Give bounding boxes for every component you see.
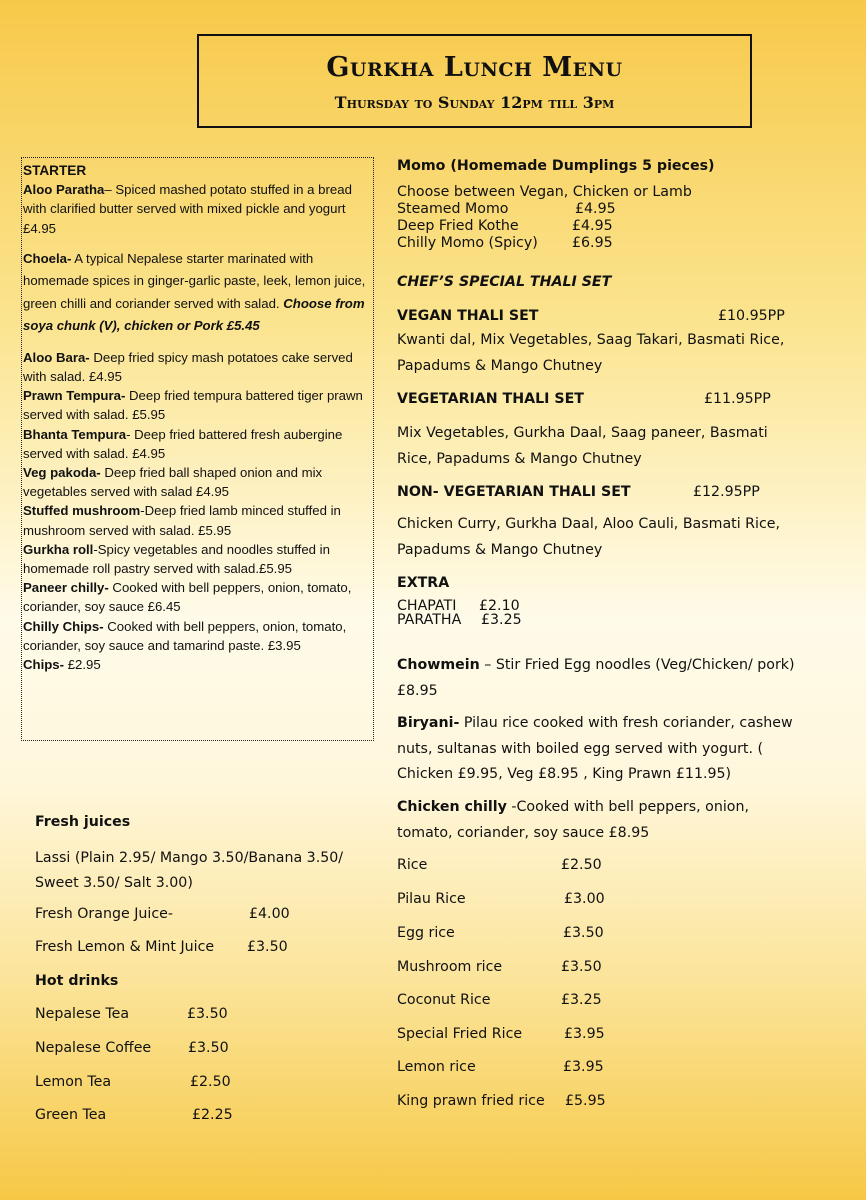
momo-row: [397, 218, 519, 234]
extra-price: £3.25: [481, 612, 522, 628]
item-desc: - Deep fried battered fresh aubergine served with salad. £4.95: [23, 426, 343, 461]
rice-price: £3.50: [563, 925, 604, 941]
thali-set-price: £10.95PP: [718, 308, 785, 324]
momo-price: £4.95: [575, 201, 616, 217]
item-desc: Cooked with bell peppers, onion, tomato, coriander, soy sauce £6.45: [23, 580, 352, 615]
main-item: [397, 795, 807, 846]
menu-title-box: [197, 34, 752, 128]
rice-name: King prawn fried rice: [397, 1093, 545, 1109]
rice-price: £3.00: [564, 891, 605, 907]
item-desc: Cooked with bell peppers, onion, tomato, coriander, soy sauce and tamarind paste. £3.95: [23, 618, 347, 653]
item-desc: A typical Nepalese starter marinated with homemade spices in ginger-garlic paste, leek, lemon juice, green chilli and coriander served with salad.: [23, 250, 366, 311]
item-name: Chowmein: [397, 657, 480, 673]
starter-item: [23, 578, 371, 616]
drink-name: Green Tea: [35, 1107, 107, 1124]
rice-price: £3.50: [561, 959, 602, 975]
starter-item: [23, 386, 371, 424]
starter-item: [23, 501, 371, 539]
thali-set-price: £12.95PP: [693, 484, 760, 500]
thali-heading: CHEF’S SPECIAL THALI SET: [397, 274, 612, 290]
starter-heading: STARTER: [23, 163, 87, 178]
item-desc: Pilau rice cooked with fresh coriander, cashew nuts, sultanas with boiled egg served with yogurt. ( Chicken £9.95, Veg £8.95 , King Prawn £11.95): [397, 715, 793, 782]
starter-item: [23, 540, 371, 578]
thali-set-name: VEGAN THALI SET: [397, 308, 539, 324]
item-name: Aloo Paratha: [23, 182, 105, 198]
drink-row: [35, 1105, 375, 1139]
hot-drinks-heading: Hot drinks: [35, 972, 119, 989]
momo-row: [397, 201, 508, 217]
item-choice-note: Choose from soya chunk (V), chicken or Pork £5.45: [23, 295, 365, 334]
rice-price: £3.95: [563, 1059, 604, 1075]
starter-item: [23, 348, 371, 386]
drink-row: [35, 937, 375, 971]
momo-heading: Momo (Homemade Dumplings 5 pieces): [397, 158, 715, 174]
item-desc: -Spicy vegetables and noodles stuffed in homemade roll pastry served with salad.£5.95: [23, 541, 330, 577]
momo-price: £6.95: [572, 235, 613, 251]
menu-subtitle: Thursday to Sunday 12pm till 3pm: [334, 93, 615, 112]
starter-item: [23, 617, 371, 655]
drink-price: £3.50: [187, 1006, 228, 1023]
momo-name: Deep Fried Kothe: [397, 218, 519, 234]
rice-name: Pilau Rice: [397, 891, 466, 907]
item-name: Chicken chilly: [397, 799, 507, 815]
drink-name: Nepalese Coffee: [35, 1039, 152, 1056]
rice-name: Rice: [397, 857, 428, 873]
rice-name: Coconut Rice: [397, 992, 491, 1008]
rice-name: Egg rice: [397, 925, 455, 941]
rice-name: Lemon rice: [397, 1059, 476, 1075]
item-name: Aloo Bara-: [23, 349, 90, 365]
item-desc: – Stir Fried Egg noodles (Veg/Chicken/ pork) £8.95: [397, 657, 795, 699]
extra-price: £2.10: [479, 598, 520, 614]
extra-name: CHAPATI: [397, 598, 457, 614]
momo-name: Steamed Momo: [397, 201, 509, 217]
item-desc: – Spiced mashed potato stuffed in a bread with clarified butter served with mixed pickle and yogurt £4.95: [23, 182, 352, 236]
starter-item: [23, 655, 371, 674]
drink-price: £4.00: [249, 905, 290, 922]
item-desc: Deep fried ball shaped onion and mix vegetables served with salad £4.95: [23, 465, 323, 500]
thali-set-desc: Chicken Curry, Gurkha Daal, Aloo Cauli, Basmati Rice, Papadums & Mango Chutney: [397, 516, 781, 558]
item-name: Chilly Chips-: [23, 618, 104, 634]
drinks-section: [35, 812, 375, 1139]
drink-price: £3.50: [188, 1039, 229, 1056]
item-desc: £2.95: [64, 657, 101, 673]
drink-price: £3.50: [247, 939, 288, 956]
thali-set-price: £11.95PP: [704, 391, 771, 407]
main-item: [397, 711, 807, 788]
rice-price: £2.50: [561, 857, 602, 873]
starter-section: [21, 157, 374, 741]
rice-name: Mushroom rice: [397, 959, 503, 975]
momo-choose: Choose between Vegan, Chicken or Lamb: [397, 184, 692, 200]
momo-name: Chilly Momo (Spicy): [397, 235, 538, 251]
drink-name: Fresh Lemon & Mint Juice: [35, 939, 215, 956]
drink-row: [35, 1004, 375, 1038]
lassi-line: Lassi (Plain 2.95/ Mango 3.50/Banana 3.50/ Sweet 3.50/ Salt 3.00): [35, 849, 344, 891]
drink-name: Fresh Orange Juice-: [35, 905, 173, 922]
thali-set-name: VEGETARIAN THALI SET: [397, 391, 584, 407]
rice-name: Special Fried Rice: [397, 1026, 523, 1042]
main-item: [397, 653, 807, 704]
thali-set-name: NON- VEGETARIAN THALI SET: [397, 484, 631, 500]
item-name: Choela-: [23, 250, 72, 266]
item-name: Veg pakoda-: [23, 465, 101, 481]
starter-item: [23, 248, 371, 338]
rice-price: £5.95: [565, 1093, 606, 1109]
rice-price: £3.95: [564, 1026, 605, 1042]
item-name: Biryani-: [397, 715, 460, 731]
thali-set-desc: Kwanti dal, Mix Vegetables, Saag Takari, Basmati Rice, Papadums & Mango Chutney: [397, 332, 785, 374]
menu-title: Gurkha Lunch Menu: [326, 52, 623, 83]
item-name: Bhanta Tempura: [23, 426, 127, 442]
starter-item: [23, 180, 371, 238]
starter-item: [23, 425, 371, 463]
drink-name: Lemon Tea: [35, 1073, 112, 1090]
momo-row: [397, 235, 538, 251]
momo-price: £4.95: [572, 218, 613, 234]
item-name: Gurkha roll: [23, 541, 94, 557]
extra-name: PARATHA: [397, 612, 462, 628]
thali-set-desc: Mix Vegetables, Gurkha Daal, Saag paneer, Basmati Rice, Papadums & Mango Chutney: [397, 425, 768, 467]
item-name: Chips-: [23, 657, 65, 673]
drink-price: £2.50: [190, 1073, 231, 1090]
item-desc: -Deep fried lamb minced stuffed in mushroom served with salad. £5.95: [23, 503, 341, 538]
item-name: Prawn Tempura-: [23, 388, 126, 404]
drink-name: Nepalese Tea: [35, 1006, 130, 1023]
drink-price: £2.25: [192, 1107, 233, 1124]
item-name: Stuffed mushroom: [23, 503, 141, 519]
drink-row: [35, 1038, 375, 1072]
drink-row: [35, 904, 375, 938]
item-desc: Deep fried tempura battered tiger prawn served with salad. £5.95: [23, 388, 363, 423]
item-desc: Deep fried spicy mash potatoes cake served with salad. £4.95: [23, 349, 353, 385]
starter-item: [23, 463, 371, 501]
item-desc: -Cooked with bell peppers, onion, tomato, coriander, soy sauce £8.95: [397, 799, 749, 841]
item-name: Paneer chilly-: [23, 580, 109, 596]
drink-row: [35, 1072, 375, 1106]
fresh-juices-heading: Fresh juices: [35, 814, 131, 830]
rice-price: £3.25: [561, 992, 602, 1008]
extra-heading: EXTRA: [397, 575, 450, 591]
